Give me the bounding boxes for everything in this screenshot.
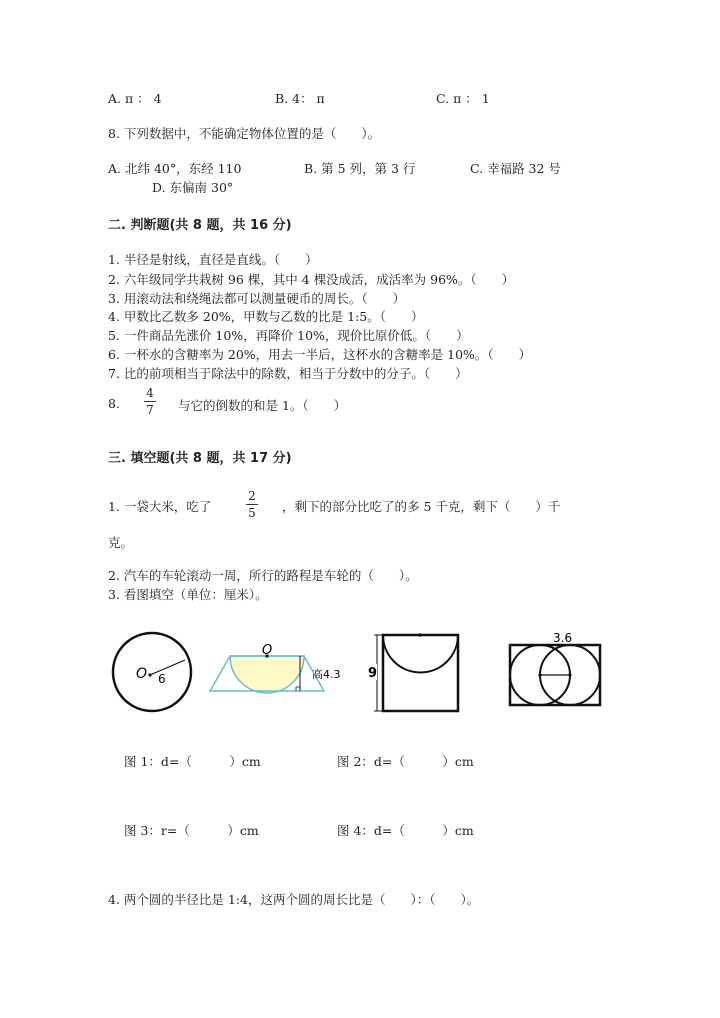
figure-2-answer: 图 2：d=（ ）cm: [337, 754, 474, 769]
fill-q4: 4. 两个圆的半径比是 1:4，这两个圆的周长比是（ ）：（ ）。: [108, 892, 480, 907]
judge-item-8-text: 与它的倒数的和是 1。（ ）: [178, 398, 347, 413]
figure-1-radius-label: 6: [158, 672, 166, 686]
judge-item-5: 5. 一件商品先涨价 10%，再降价 10%，现价比原价低。（ ）: [108, 328, 469, 343]
figure-4-length-label: 3.6: [553, 631, 573, 645]
figure-3-side-label: 9: [368, 666, 378, 681]
q8-option-b: B. 第 5 列，第 3 行: [304, 161, 416, 176]
geometry-figures: [0, 620, 720, 720]
figure-4-answer: 图 4：d=（ ）cm: [337, 823, 474, 838]
q7-option-b: B. 4： π: [275, 91, 325, 106]
fraction-denominator: 5: [248, 506, 256, 520]
figure-1-center-label: O: [136, 666, 148, 682]
fill-q2: 2. 汽车的车轮滚动一周，所行的路程是车轮的（ ）。: [108, 568, 418, 583]
figure-2-center-label: O: [262, 643, 273, 658]
section2-title: 二. 判断题(共 8 题，共 16 分): [108, 218, 292, 233]
fraction-denominator: 7: [146, 403, 154, 417]
judge-item-4: 4. 甲数比乙数多 20%，甲数与乙数的比是 1:5。（ ）: [108, 309, 424, 324]
judge-item-1: 1. 半径是射线，直径是直线。（ ）: [108, 252, 318, 267]
q8-stem: 8. 下列数据中，不能确定物体位置的是（ ）。: [108, 126, 381, 141]
figure-3-square: [368, 633, 458, 711]
fill-q1-post: ，剩下的部分比吃了的多 5 千克，剩下（ ）千: [282, 499, 561, 514]
figure-1-answer: 图 1：d=（ ）cm: [124, 754, 261, 769]
judge-item-3: 3. 用滚动法和绕绳法都可以测量硬币的周长。（ ）: [108, 291, 406, 306]
q8-option-d: D. 东偏南 30°: [152, 180, 234, 195]
fill-q1-pre: 1. 一袋大米，吃了: [108, 499, 212, 514]
q8-option-a: A. 北纬 40°，东经 110: [108, 161, 242, 176]
fill-q3: 3. 看图填空（单位：厘米）。: [108, 587, 268, 602]
fill-q1-cont: 克。: [108, 535, 134, 550]
judge-item-7: 7. 比的前项相当于除法中的除数，相当于分数中的分子。（ ）: [108, 366, 468, 381]
fraction-numerator: 4: [146, 386, 154, 400]
fill-q1-fraction: [246, 489, 258, 520]
judge-item-8-number: 8.: [108, 396, 120, 411]
judge-item-2: 2. 六年级同学共栽树 96 棵，其中 4 棵没成活，成活率为 96%。（ ）: [108, 272, 515, 287]
q7-option-c: C. π ： 1: [436, 91, 490, 106]
fraction-numerator: 2: [248, 489, 256, 503]
judge-item-8-fraction: [144, 386, 156, 417]
q7-option-a: A. π ： 4: [108, 91, 162, 106]
figure-2-trapezoid: [210, 643, 341, 693]
figure-1-circle: [113, 633, 191, 711]
figure-2-height-label: 高4.3: [312, 668, 341, 681]
figure-4-rectangle: [510, 631, 600, 705]
figure-3-answer: 图 3：r=（ ）cm: [124, 823, 259, 838]
q8-option-c: C. 幸福路 32 号: [470, 161, 561, 176]
judge-item-6: 6. 一杯水的含糖率为 20%，用去一半后，这杯水的含糖率是 10%。（ ）: [108, 347, 532, 362]
section3-title: 三. 填空题(共 8 题，共 17 分): [108, 451, 292, 466]
